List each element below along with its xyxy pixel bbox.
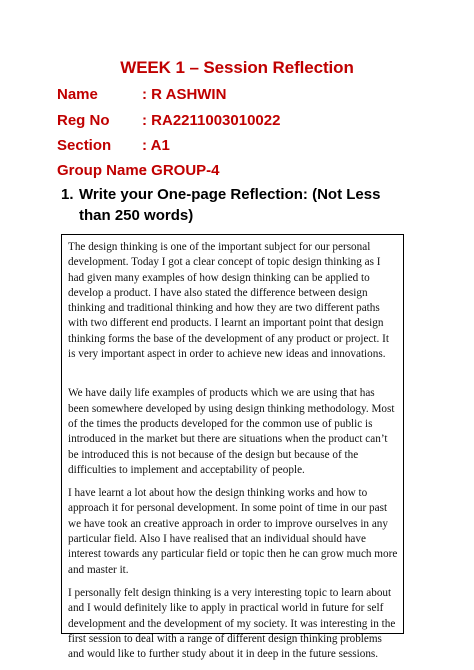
reflection-paragraph: I have learnt a lot about how the design thinking works and how to approach it for personal development. In some point of time in our past we have took an creative approach in order to improve ourselves in any particular field. Also I have realised that an individual should have interest towards any particular field or topic then he can grow much more and master it.	[68, 487, 398, 576]
reflection-text-box	[61, 234, 404, 661]
page-title: WEEK 1 – Session Reflection	[120, 58, 354, 77]
field-value-section: : A1	[142, 137, 170, 154]
field-label-section: Section	[57, 137, 112, 154]
field-label-reg-no: Reg No	[57, 112, 110, 129]
reflection-paragraph: We have daily life examples of products which we are using that has been somewhere developed by using design thinking methodology. Most of the times the products developed for the common use of public is introduced in the market but there are situations when the product can’t be introduced this is not because of the design but because of the difficulties to implement and acceptability of people.	[68, 387, 395, 476]
reflection-paragraph: The design thinking is one of the important subject for our personal development. Today I got a clear concept of topic design thinking as I had given many examples of how design thinking can be applied to develop a product. I have also stated the difference between design thinking and traditional thinking and how they are two different paths with two different end products. I learnt an important point that design thinking forms the base of the development of any product or project. It is very important aspect in order to achieve new ideas and innovations.	[68, 241, 389, 361]
field-value-group-name: : GROUP-4	[142, 162, 220, 179]
question-heading	[61, 184, 411, 226]
field-value-reg-no: : RA2211003010022	[142, 112, 281, 129]
field-value-name: : R ASHWIN	[142, 86, 227, 103]
question-text: Write your One-page Reflection: (Not Less than 250 words)	[79, 186, 381, 224]
group-name-field	[57, 162, 220, 179]
section-field	[57, 137, 170, 154]
field-label-group-name: Group Name	[57, 162, 148, 179]
question-number: 1.	[61, 186, 74, 203]
name-field	[57, 86, 226, 103]
reg-no-field	[57, 112, 280, 129]
reflection-paragraph: I personally felt design thinking is a very interesting topic to learn about and I would definitely like to apply in practical world in future for self development and the development of my society. It was interesting in the first session to deal with a range of different design thinking problems and would like to further study about it in deep in the future sessions.	[68, 586, 396, 661]
field-label-name: Name	[57, 86, 98, 103]
